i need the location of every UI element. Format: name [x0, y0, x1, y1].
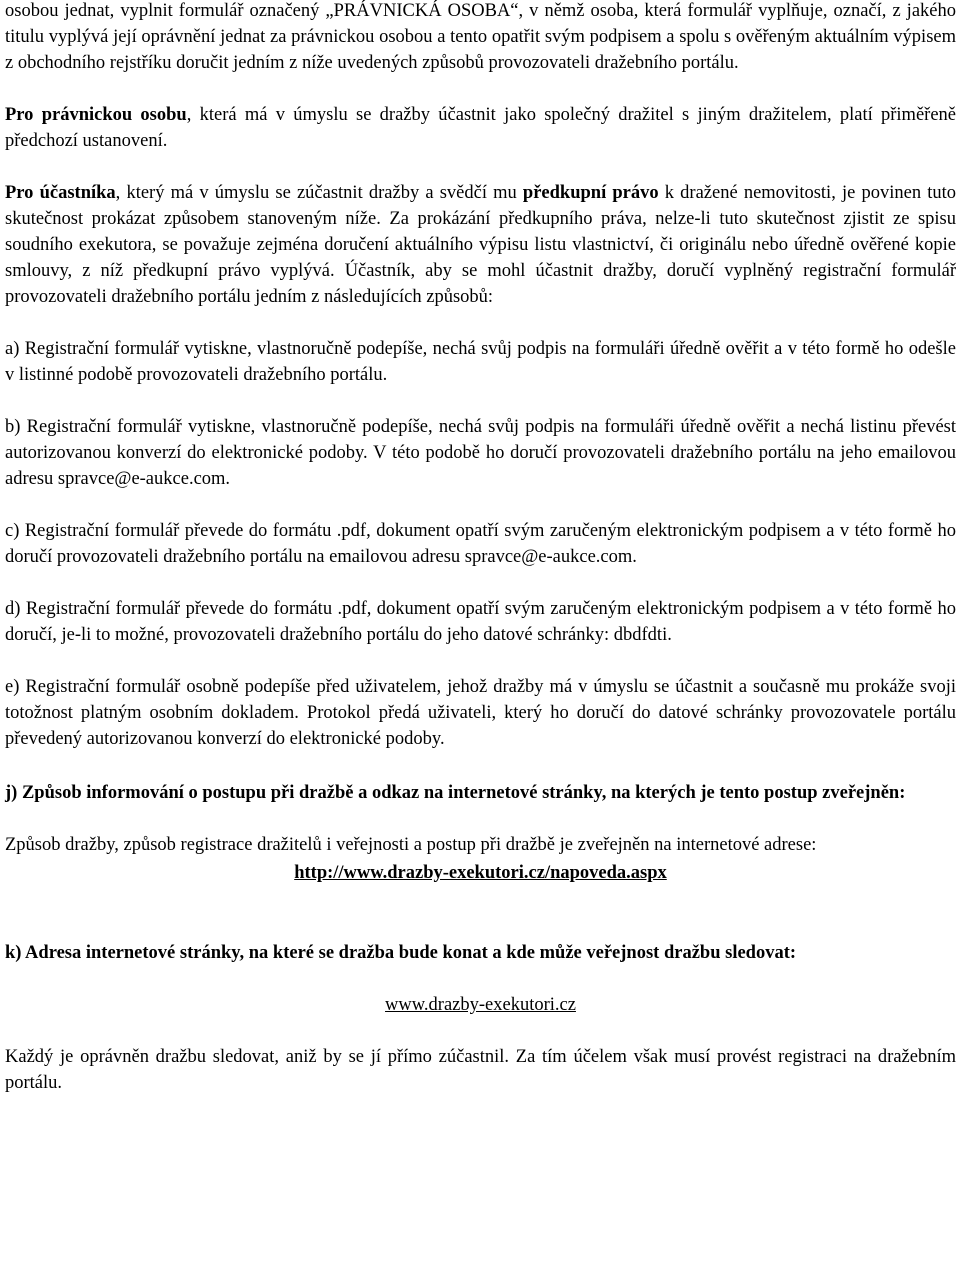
section-heading-k	[5, 940, 956, 966]
paragraph-text: osobou jednat, vyplnit formulář označený „PRÁVNICKÁ OSOBA“, v němž osoba, která formulář vyplňuje, označí, z jakého titulu vyplývá její oprávnění jednat za právnickou osobou a tento opatřit svým podpisem a spolu s ověřeným aktuálním výpisem z obchodního rejstříku doručit jedním z níže uvedených způsobů provozovateli dražebního portálu.	[5, 1, 956, 73]
option-a: a) Registrační formulář vytiskne, vlastnoručně podepíše, nechá svůj podpis na formuláři úředně ověřit a v této formě ho odešle v listinné podobě provozovateli dražebního portálu.	[5, 339, 956, 385]
bold-term: Pro účastníka	[5, 183, 116, 203]
paragraph-text: , která má v úmyslu se dražby účastnit jako společný dražitel s jiným dražitelem, platí přiměřeně předchozí ustanovení.	[5, 105, 956, 151]
paragraph-joint-bidder	[5, 102, 956, 154]
paragraph-watch: Každý je oprávněn dražbu sledovat, aniž by se jí přímo zúčastnil. Za tím účelem však musí provést registraci na dražebním portálu.	[5, 1047, 956, 1093]
paragraph-text: k dražené nemovitosti, je povinen tuto skutečnost prokázat způsobem stanoveným níže. Za prokázání předkupního práva, nelze-li tuto skutečnost zjistit ze spisu soudního exekutora, se považuje zejména doručení aktuálního výpisu listu vlastnictví, či originálu nebo úředně ověřené kopie smlouvy, z níž předkupní právo vyplývá. Účastník, aby se mohl účastnit dražby, doručí vyplněný registrační formulář provozovateli dražebního portálu jedním z následujících způsobů:	[5, 183, 957, 307]
option-c: c) Registrační formulář převede do formátu .pdf, dokument opatří svým zaručeným elektronickým podpisem a v této formě ho doručí provozovateli dražebního portálu na emailovou adresu spravce@e-aukce.com.	[5, 521, 956, 567]
paragraph-text: , který má v úmyslu se zúčastnit dražby a svědčí mu	[115, 183, 523, 203]
option-e: e) Registrační formulář osobně podepíše před uživatelem, jehož dražby má v úmyslu se účastnit a současně mu prokáže svoji totožnost platným osobním dokladem. Protokol předá uživateli, který ho doručí do datové schránky provozovatele portálu převedený autorizovanou konverzí do elektronické podoby.	[5, 677, 956, 749]
section-heading-text: j) Způsob informování o postupu při dražbě a odkaz na internetové stránky, na kterých je tento postup zveřejněn:	[5, 783, 906, 803]
option-b: b) Registrační formulář vytiskne, vlastnoručně podepíše, nechá svůj podpis na formuláři úředně ověřit a nechá listinu převést autorizovanou konverzí do elektronické podoby. V této podobě ho doručí provozovateli dražebního portálu na jeho emailovou adresu spravce@e-aukce.com.	[5, 417, 956, 489]
bold-term: Pro právnickou osobu	[5, 105, 187, 125]
bold-term: předkupní právo	[522, 183, 659, 203]
paragraph-legal-entity	[5, 0, 956, 76]
link-text[interactable]: www.drazby-exekutori.cz	[385, 995, 576, 1015]
section-heading-text: k) Adresa internetové stránky, na které se dražba bude konat a kde může veřejnost dražbu sledovat:	[5, 943, 797, 963]
paragraph-procedure: Způsob dražby, způsob registrace dražitelů i veřejnosti a postup při dražbě je zveřejněn na internetové adrese:	[5, 835, 817, 855]
section-heading-j	[5, 780, 956, 806]
link-napoveda[interactable]	[5, 860, 956, 886]
link-drazby[interactable]	[5, 992, 956, 1018]
link-text[interactable]: http://www.drazby-exekutori.cz/napoveda.aspx	[294, 863, 667, 883]
paragraph-preemption	[5, 180, 956, 310]
document-page	[5, 0, 956, 1096]
option-d: d) Registrační formulář převede do formátu .pdf, dokument opatří svým zaručeným elektronickým podpisem a v této formě ho doručí, je-li to možné, provozovateli dražebního portálu do jeho datové schránky: dbdfdti.	[5, 599, 956, 645]
